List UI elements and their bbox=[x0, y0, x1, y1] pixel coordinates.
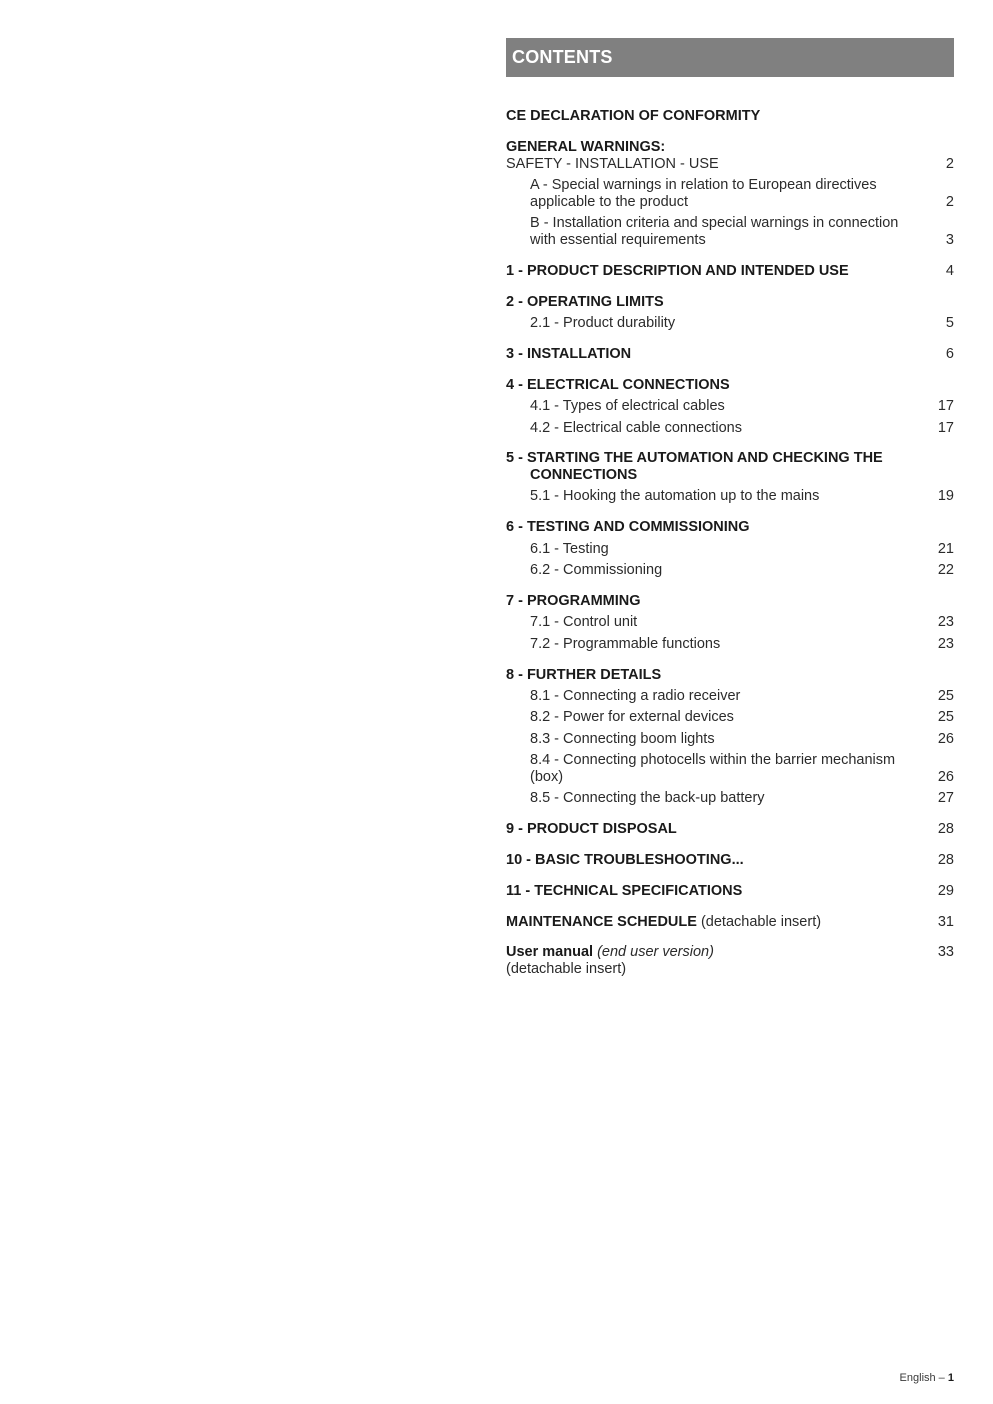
footer-language: English – bbox=[899, 1372, 945, 1384]
toc-entry-label: 8.5 - Connecting the back-up battery bbox=[530, 790, 765, 806]
toc-entry-label: 4.2 - Electrical cable connections bbox=[530, 420, 742, 436]
toc-entry-label: 4 - ELECTRICAL CONNECTIONS bbox=[506, 377, 730, 393]
toc-page-number: 28 bbox=[937, 852, 954, 868]
toc-entry-label: 10 - BASIC TROUBLESHOOTING... bbox=[506, 852, 744, 868]
toc-page-number: 21 bbox=[937, 541, 954, 557]
toc-entry-note: (detachable insert) bbox=[700, 914, 822, 930]
toc-entry-section-7-2[interactable] bbox=[506, 636, 954, 653]
toc-entry-section-6[interactable] bbox=[506, 519, 954, 536]
toc-page-number: 17 bbox=[937, 420, 954, 436]
contents-header bbox=[506, 38, 954, 77]
toc-entry-label: 6.2 - Commissioning bbox=[530, 562, 663, 578]
toc-entry-label: 8.4 - Connecting photocells within the barrier mechanism (box) bbox=[530, 752, 896, 785]
toc-entry-section-1[interactable] bbox=[506, 263, 954, 280]
toc-entry-section-8-2[interactable] bbox=[506, 709, 954, 726]
toc-page-number: 22 bbox=[937, 562, 954, 578]
toc-entry-section-3[interactable] bbox=[506, 346, 954, 363]
toc-entry-section-8-3[interactable] bbox=[506, 731, 954, 748]
toc-entry-label: 6.1 - Testing bbox=[530, 541, 609, 557]
toc-entry-label: 11 - TECHNICAL SPECIFICATIONS bbox=[506, 883, 743, 899]
toc-entry-section-2[interactable] bbox=[506, 294, 954, 311]
toc-entry-ce-declaration[interactable] bbox=[506, 108, 954, 125]
toc-page-number: 2 bbox=[945, 156, 954, 172]
toc-entry-label: 6 - TESTING AND COMMISSIONING bbox=[506, 519, 750, 535]
toc-entry-label: 5 - STARTING THE AUTOMATION AND CHECKING THE CONNECTIONS bbox=[506, 450, 883, 483]
toc-entry-label: CE DECLARATION OF CONFORMITY bbox=[506, 108, 761, 124]
toc-entry-section-10[interactable] bbox=[506, 852, 954, 869]
toc-entry-label: B - Installation criteria and special warnings in connection with essential requirements bbox=[530, 215, 899, 248]
toc-entry-warnings-b[interactable] bbox=[506, 215, 954, 249]
toc-page-number: 17 bbox=[937, 398, 954, 414]
toc-entry-section-8-5[interactable] bbox=[506, 790, 954, 807]
footer-page-number: 1 bbox=[947, 1372, 954, 1384]
toc-entry-section-4-1[interactable] bbox=[506, 398, 954, 415]
page-footer bbox=[900, 1372, 954, 1384]
toc-page-number: 23 bbox=[937, 614, 954, 630]
toc-entry-section-9[interactable] bbox=[506, 821, 954, 838]
toc-page-number: 31 bbox=[937, 914, 954, 930]
toc-entry-section-8-1[interactable] bbox=[506, 688, 954, 705]
toc-entry-label: A - Special warnings in relation to European directives applicable to the product bbox=[530, 177, 877, 210]
toc-page-number: 4 bbox=[945, 263, 954, 279]
page-title: CONTENTS bbox=[512, 47, 613, 67]
toc-page-number: 2 bbox=[945, 194, 954, 210]
toc-page-number: 27 bbox=[937, 790, 954, 806]
toc-entry-section-6-2[interactable] bbox=[506, 562, 954, 579]
toc-entry-section-8[interactable] bbox=[506, 667, 954, 684]
toc-entry-label: SAFETY - INSTALLATION - USE bbox=[506, 156, 719, 172]
toc-entry-label: 7 - PROGRAMMING bbox=[506, 593, 641, 609]
toc-entry-note-secondary: (detachable insert) bbox=[506, 961, 627, 977]
toc-entry-label: 9 - PRODUCT DISPOSAL bbox=[506, 821, 677, 837]
toc-entry-heading: GENERAL WARNINGS: bbox=[506, 139, 666, 155]
toc-page-number: 26 bbox=[937, 769, 954, 785]
toc-entry-label: 5.1 - Hooking the automation up to the mains bbox=[530, 488, 820, 504]
toc-page-number: 33 bbox=[937, 944, 954, 960]
toc-page-number: 29 bbox=[937, 883, 954, 899]
toc-page-number: 19 bbox=[937, 488, 954, 504]
toc-page-number: 3 bbox=[945, 232, 954, 248]
toc-entry-section-7-1[interactable] bbox=[506, 614, 954, 631]
toc-entry-section-5-1[interactable] bbox=[506, 488, 954, 505]
toc-entry-label: 8 - FURTHER DETAILS bbox=[506, 667, 662, 683]
toc-entry-label: 8.1 - Connecting a radio receiver bbox=[530, 688, 741, 704]
toc-page-number: 26 bbox=[937, 731, 954, 747]
toc-entry-maintenance-schedule[interactable] bbox=[506, 914, 954, 931]
toc-page-number: 25 bbox=[937, 709, 954, 725]
toc-entry-label: 8.3 - Connecting boom lights bbox=[530, 731, 715, 747]
toc-page-number: 28 bbox=[937, 821, 954, 837]
toc-entry-label: 2 - OPERATING LIMITS bbox=[506, 294, 664, 310]
toc-entry-label: 4.1 - Types of electrical cables bbox=[530, 398, 725, 414]
toc-page-number: 5 bbox=[945, 315, 954, 331]
toc-page-number: 25 bbox=[937, 688, 954, 704]
toc-entry-label: 7.2 - Programmable functions bbox=[530, 636, 721, 652]
toc-entry-label: MAINTENANCE SCHEDULE bbox=[506, 914, 697, 930]
toc-entry-warnings-a[interactable] bbox=[506, 177, 954, 211]
toc-entry-section-6-1[interactable] bbox=[506, 541, 954, 558]
toc-entry-label: 2.1 - Product durability bbox=[530, 315, 676, 331]
toc-entry-section-11[interactable] bbox=[506, 883, 954, 900]
toc-entry-label: 8.2 - Power for external devices bbox=[530, 709, 734, 725]
toc-page-number: 6 bbox=[945, 346, 954, 362]
toc-entry-section-4-2[interactable] bbox=[506, 420, 954, 437]
toc-entry-user-manual[interactable] bbox=[506, 944, 954, 978]
toc-entry-section-5[interactable] bbox=[506, 450, 954, 484]
toc-entry-section-8-4[interactable] bbox=[506, 752, 954, 786]
toc-entry-label: 3 - INSTALLATION bbox=[506, 346, 632, 362]
toc-entry-general-warnings[interactable] bbox=[506, 139, 954, 173]
toc-entry-note: (end user version) bbox=[597, 944, 714, 960]
toc-page-number: 23 bbox=[937, 636, 954, 652]
toc-entry-section-7[interactable] bbox=[506, 593, 954, 610]
toc-entry-label: 1 - PRODUCT DESCRIPTION AND INTENDED USE bbox=[506, 263, 849, 279]
toc-entry-section-4[interactable] bbox=[506, 377, 954, 394]
toc-entry-section-2-1[interactable] bbox=[506, 315, 954, 332]
toc-entry-label: User manual bbox=[506, 944, 594, 960]
toc-entry-label: 7.1 - Control unit bbox=[530, 614, 638, 630]
